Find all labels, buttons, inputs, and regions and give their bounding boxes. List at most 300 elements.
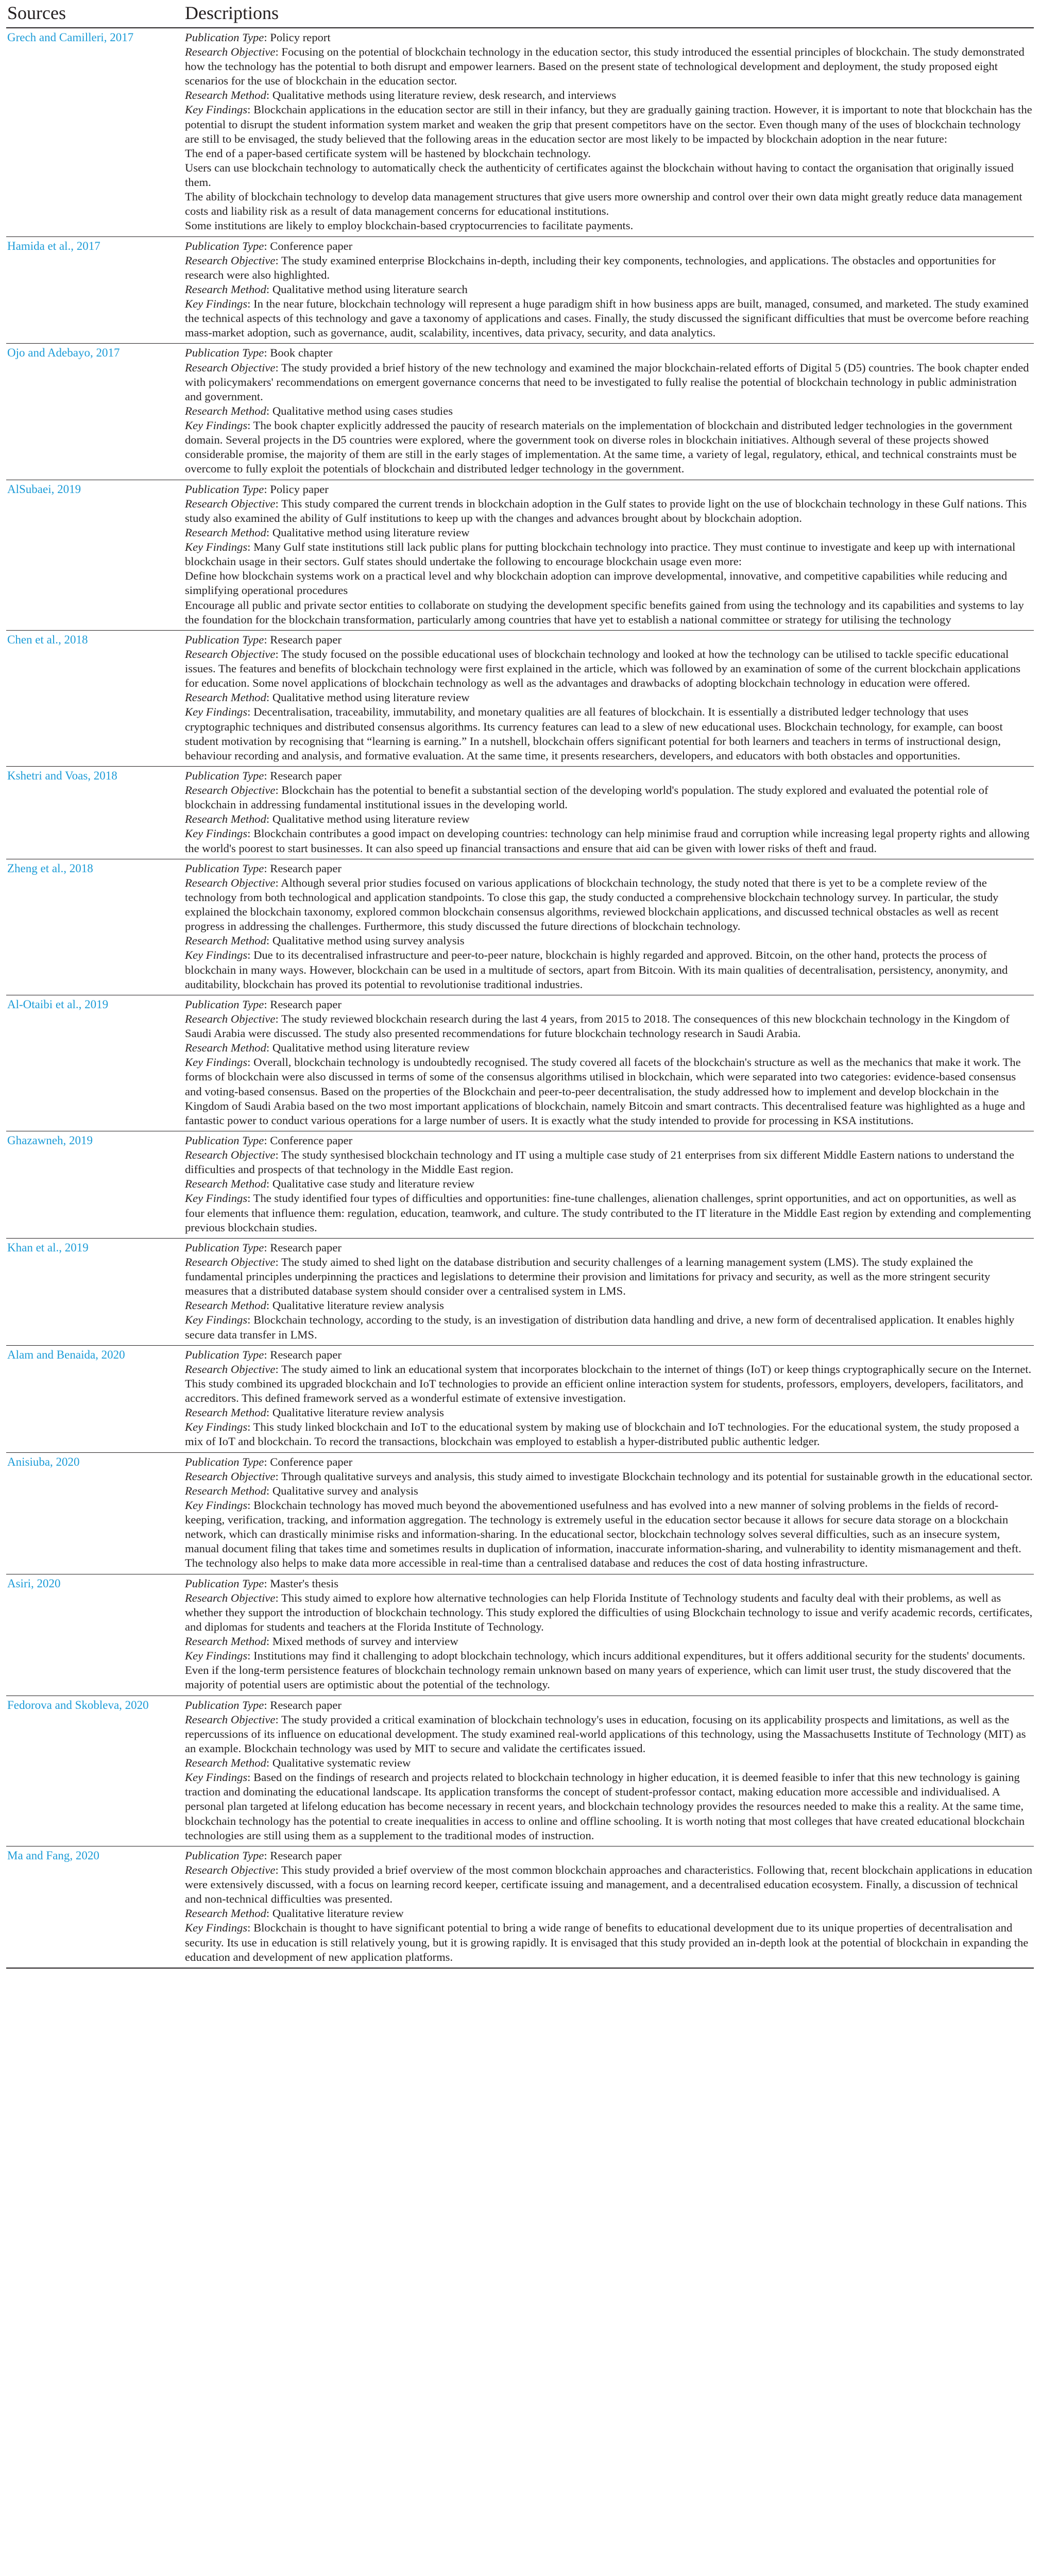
table-row <box>6 28 1034 236</box>
source-cell <box>6 28 184 236</box>
research-objective-text: Although several prior studies focused on various applications of blockchain technology, the study noted that there is yet to be a complete review of the technology from both technological and application standpoints. To close this gap, the study conducted a comprehensive blockchain technology survey. In particular, the study explained the blockchain taxonomy, explored common blockchain consensus algorithms, reviewed blockchain applications, and discussed technical obstacles as well as recent progress in addressing the challenges. Furthermore, this study discussed the future directions of blockchain technology. <box>185 876 999 933</box>
publication-type-text: Conference paper <box>270 1455 353 1468</box>
key-findings-line <box>185 1649 1034 1692</box>
publication-type-text: Research paper <box>270 997 342 1011</box>
key-findings-line <box>185 826 1034 855</box>
label-separator: : <box>266 691 272 704</box>
literature-table <box>6 0 1034 1969</box>
label-separator: : <box>264 30 270 44</box>
research-objective-text: The study synthesised blockchain technology and IT using a multiple case study of 21 enterprises from six different Middle Eastern nations to understand the difficulties and prospects of that technology in the Middle East region. <box>185 1148 1014 1176</box>
key-findings-text: Blockchain applications in the education sector are still in their infancy, but they are gradually gaining traction. However, it is important to note that blockchain has the potential to disrupt the student information system market and weaken the grip that present competitors have on the sector. Even though many of the uses of blockchain technology are still to be envisaged, the study believed that the following areas in the education sector are most likely to be impacted by blockchain adoption in the near future: <box>185 103 1032 145</box>
label-separator: : <box>247 1056 254 1069</box>
description-cell <box>184 1846 1034 1968</box>
label-separator: : <box>266 282 272 296</box>
key-findings-text: Blockchain technology has moved much beyond the abovementioned usefulness and has evolved into a new manner of solving problems in the fields of record-keeping, verification, tracking, and information aggregation. The technology is extremely useful in the education sector because it allows for secure data storage on a blockchain network, which can drastically minimise risks and information-sharing. In the educational sector, blockchain technology solves several difficulties, such as an insecure system, manual document filing that takes time and sometimes results in duplication of information, inaccurate information-sharing, and vulnerability to identity mismanagement and theft. The technology also helps to make data more accessible in real-time than a centralised database and reduces the cost of data hosting infrastructure. <box>185 1498 1021 1570</box>
table-row <box>6 859 1034 995</box>
label-separator: : <box>247 705 254 719</box>
publication-type-label: Publication Type <box>185 1577 264 1590</box>
key-findings-label: Key Findings <box>185 1498 248 1512</box>
key-findings-line <box>185 705 1034 763</box>
key-findings-text: Many Gulf state institutions still lack public plans for putting blockchain technology into practice. They must continue to investigate and keep up with international blockchain usage in their sectors. Gulf states should undertake the following to encourage blockchain usage even more: <box>185 540 1016 568</box>
label-separator: : <box>266 1907 272 1920</box>
description-cell <box>184 236 1034 344</box>
research-method-text: Qualitative methods using literature review, desk research, and interviews <box>272 89 617 102</box>
header-descriptions: Descriptions <box>184 0 1034 28</box>
source-link[interactable]: Grech and Camilleri, 2017 <box>7 30 134 44</box>
label-separator: : <box>266 1484 272 1497</box>
research-method-line <box>185 1634 1034 1649</box>
source-link[interactable]: Ojo and Adebayo, 2017 <box>7 346 120 360</box>
label-separator: : <box>247 827 254 840</box>
research-objective-text: The study provided a brief history of the new technology and examined the major blockchain-related efforts of Digital 5 (D5) countries. The book chapter ended with policymakers' recommendations on emergent governance concerns that need to be investigated to fully realise the potential of blockchain technology in public administration and government. <box>185 361 1029 403</box>
research-method-label: Research Method <box>185 1406 266 1419</box>
publication-type-text: Policy report <box>270 30 331 44</box>
finding-point: Define how blockchain systems work on a practical level and why blockchain adoption can improve developmental, innovative, and competitive capabilities while reducing and simplifying operational procedures <box>185 569 1008 597</box>
research-objective-label: Research Objective <box>185 647 276 660</box>
research-method-line <box>185 1756 1034 1770</box>
publication-type-line <box>185 861 1034 876</box>
label-separator: : <box>275 1469 281 1483</box>
key-findings-label: Key Findings <box>185 297 248 311</box>
label-separator: : <box>264 997 270 1011</box>
publication-type-line <box>185 239 1034 253</box>
research-objective-text: Blockchain has the potential to benefit a substantial section of the developing world's population. The study explored and evaluated the potential role of blockchain in addressing fundamental institutional issues in the developing world. <box>185 784 988 811</box>
research-method-text: Qualitative case study and literature review <box>272 1177 474 1191</box>
source-cell <box>6 236 184 344</box>
label-separator: : <box>264 633 270 646</box>
label-separator: : <box>266 1299 272 1312</box>
research-method-text: Qualitative method using survey analysis <box>272 934 465 947</box>
label-separator: : <box>275 253 281 267</box>
description-cell <box>184 630 1034 766</box>
key-findings-label: Key Findings <box>185 1921 248 1935</box>
source-link[interactable]: Fedorova and Skobleva, 2020 <box>7 1698 149 1711</box>
table-row <box>6 995 1034 1131</box>
key-findings-label: Key Findings <box>185 103 248 116</box>
finding-point: The ability of blockchain technology to develop data management structures that give users more ownership and control over their own data might greatly reduce data management costs and liability risk as a result of data management concerns for educational institutions. <box>185 190 1022 218</box>
description-cell <box>184 859 1034 995</box>
research-objective-text: This study compared the current trends in blockchain adoption in the Gulf states to provide light on the use of blockchain technology in these Gulf nations. This study also examined the ability of Gulf institutions to keep up with the changes and advances brought about by blockchain adoption. <box>185 497 1027 524</box>
source-cell <box>6 480 184 630</box>
description-cell <box>184 1696 1034 1846</box>
research-method-label: Research Method <box>185 1041 266 1055</box>
publication-type-line <box>185 633 1034 647</box>
research-method-label: Research Method <box>185 1635 266 1648</box>
research-objective-text: The study provided a critical examination of blockchain technology's uses in education, focusing on its applicability prospects and limitations, as well as the repercussions of its influence on educational development. The study examined real-world applications of this technology, using the Massachusetts Institute of Technology (MIT) as an example. Blockchain technology was used by MIT to secure and validate the certificates issued. <box>185 1713 1026 1755</box>
description-cell <box>184 480 1034 630</box>
source-cell <box>6 1238 184 1345</box>
publication-type-label: Publication Type <box>185 1455 264 1468</box>
label-separator: : <box>275 1591 281 1604</box>
label-separator: : <box>247 103 254 116</box>
research-objective-line <box>185 1012 1034 1041</box>
label-separator: : <box>264 1241 270 1254</box>
label-separator: : <box>266 934 272 947</box>
research-objective-label: Research Objective <box>185 1255 276 1268</box>
source-link[interactable]: Al-Otaibi et al., 2019 <box>7 997 109 1011</box>
source-link[interactable]: Alam and Benaida, 2020 <box>7 1348 125 1361</box>
publication-type-text: Research paper <box>270 1698 342 1711</box>
key-findings-line <box>185 297 1034 340</box>
research-objective-text: The study focused on the possible educational uses of blockchain technology and looked at how the technology can be utilised to tackle specific educational issues. The features and benefits of blockchain technology were first explained in the article, which was followed by an examination of some of the current blockchain applications for education. Some novel applications of blockchain technology as well as the advantages and drawbacks of adopting blockchain technology in education were offered. <box>185 647 1021 690</box>
publication-type-label: Publication Type <box>185 769 264 782</box>
research-method-text: Qualitative literature review analysis <box>272 1406 444 1419</box>
key-findings-label: Key Findings <box>185 1771 248 1784</box>
source-link[interactable]: Ghazawneh, 2019 <box>7 1133 93 1147</box>
key-findings-label: Key Findings <box>185 1649 248 1663</box>
table-row <box>6 480 1034 630</box>
research-objective-line <box>185 1863 1034 1906</box>
research-objective-line <box>185 253 1034 282</box>
research-method-label: Research Method <box>185 1907 266 1920</box>
label-separator: : <box>266 1177 272 1191</box>
research-method-line <box>185 934 1034 948</box>
label-separator: : <box>266 526 272 539</box>
label-separator: : <box>275 784 282 797</box>
table-header <box>6 0 1034 28</box>
source-link[interactable]: Hamida et al., 2017 <box>7 239 100 252</box>
key-findings-text: The study identified four types of difficulties and opportunities: fine-tune challenges, alienation challenges, sprint opportunities, and act on opportunities, as well as four elements that influence them: regulation, education, teamwork, and culture. The study contributed to the IT literature in the Middle East region by extending and complementing previous blockchain studies. <box>185 1192 1031 1234</box>
finding-point: Some institutions are likely to employ blockchain-based cryptocurrencies to facilitate payments. <box>185 219 634 232</box>
research-objective-text: The study aimed to shed light on the database distribution and security challenges of a learning management system (LMS). The study explained the fundamental principles underpinning the practices and legislations to determine their provision and limitations for privacy and security, as well as the more stringent security measures that a distributed database system should consider over a centralised system in LMS. <box>185 1255 991 1298</box>
key-findings-label: Key Findings <box>185 1192 248 1205</box>
research-method-label: Research Method <box>185 89 266 102</box>
source-cell <box>6 859 184 995</box>
table-row <box>6 1846 1034 1968</box>
key-findings-line <box>185 1921 1034 1964</box>
research-method-text: Qualitative literature review <box>272 1907 404 1920</box>
publication-type-text: Research paper <box>270 1241 342 1254</box>
source-cell <box>6 1846 184 1968</box>
table-row <box>6 1696 1034 1846</box>
source-cell <box>6 1345 184 1452</box>
research-objective-line <box>185 1591 1034 1634</box>
description-cell <box>184 344 1034 480</box>
description-cell <box>184 1238 1034 1345</box>
label-separator: : <box>247 948 254 962</box>
publication-type-text: Master's thesis <box>270 1577 338 1590</box>
publication-type-text: Research paper <box>270 861 342 875</box>
research-method-line <box>185 690 1034 705</box>
publication-type-label: Publication Type <box>185 1849 264 1862</box>
description-cell <box>184 1345 1034 1452</box>
source-link[interactable]: Zheng et al., 2018 <box>7 861 93 875</box>
research-objective-text: This study provided a brief overview of the most common blockchain approaches and characteristics. Following that, recent blockchain applications in education were extensively discussed, with a focus on learning record keeper, certificate issuing and management, and a decentralised education ecosystem. Finally, a discussion of technical and non-technical difficulties was presented. <box>185 1863 1033 1906</box>
label-separator: : <box>266 404 272 417</box>
publication-type-line <box>185 769 1034 783</box>
research-objective-label: Research Objective <box>185 1591 276 1604</box>
table-row <box>6 1345 1034 1452</box>
label-separator: : <box>247 1192 253 1205</box>
label-separator: : <box>275 1713 281 1726</box>
label-separator: : <box>275 1255 281 1268</box>
finding-point: Users can use blockchain technology to automatically check the authenticity of certificates against the blockchain without having to contact the organisation that originally issued them. <box>185 161 1014 189</box>
label-separator: : <box>275 45 282 58</box>
label-separator: : <box>275 497 281 510</box>
label-separator: : <box>266 1635 272 1648</box>
research-objective-label: Research Objective <box>185 1362 276 1376</box>
source-cell <box>6 344 184 480</box>
research-method-label: Research Method <box>185 526 266 539</box>
research-objective-line <box>185 361 1034 404</box>
source-cell <box>6 1131 184 1238</box>
label-separator: : <box>264 239 270 252</box>
research-objective-label: Research Objective <box>185 361 276 374</box>
key-findings-label: Key Findings <box>185 948 248 962</box>
research-method-line <box>185 1041 1034 1055</box>
publication-type-line <box>185 1849 1034 1863</box>
research-objective-text: The study reviewed blockchain research during the last 4 years, from 2015 to 2018. The consequences of this new blockchain technology in the Kingdom of Saudi Arabia were discussed. The study also presented recommendations for future blockchain technology research in Saudi Arabia. <box>185 1012 1010 1040</box>
research-method-text: Qualitative method using literature search <box>272 282 468 296</box>
publication-type-line <box>185 30 1034 45</box>
label-separator: : <box>264 1698 270 1711</box>
key-findings-text: Overall, blockchain technology is undoubtedly recognised. The study covered all facets of the blockchain's structure as well as the mechanics that make it work. The forms of blockchain were also discussed in terms of some of the consensus algorithms utilised in blockchain, which were separated into two categories: evidence-based consensus and voting-based consensus. Based on the properties of the Blockchain and peer-to-peer decentralisation, the study addressed how to implement and develop blockchain in the Kingdom of Saudi Arabia based on the two most important applications of blockchain, namely Bitcoin and smart contracts. This decentralised feature was highlighted as a huge and fantastic power to conduct various operations for a large number of users. It is exactly what the study intended to provide for processing in KSA institutions. <box>185 1056 1025 1127</box>
table-row <box>6 1131 1034 1238</box>
key-findings-label: Key Findings <box>185 540 248 554</box>
publication-type-line <box>185 1241 1034 1255</box>
key-findings-text: This study linked blockchain and IoT to the educational system by making use of blockchain and IoT technologies. For the educational system, the study proposed a mix of IoT and blockchain. To record the transactions, blockchain was employed to establish a hyper-distributed public authentic ledger. <box>185 1420 1019 1448</box>
header-sources: Sources <box>6 0 184 28</box>
publication-type-line <box>185 482 1034 497</box>
research-method-label: Research Method <box>185 934 266 947</box>
publication-type-line <box>185 997 1034 1012</box>
research-method-line <box>185 282 1034 297</box>
research-method-text: Qualitative method using cases studies <box>272 404 453 417</box>
research-objective-label: Research Objective <box>185 1012 276 1025</box>
key-findings-line <box>185 418 1034 477</box>
key-findings-line <box>185 1055 1034 1128</box>
table-row <box>6 236 1034 344</box>
research-method-text: Qualitative method using literature review <box>272 1041 470 1055</box>
publication-type-line <box>185 1455 1034 1469</box>
description-cell <box>184 1131 1034 1238</box>
research-objective-label: Research Objective <box>185 253 276 267</box>
publication-type-label: Publication Type <box>185 1241 264 1254</box>
publication-type-text: Book chapter <box>270 346 333 360</box>
label-separator: : <box>264 1455 270 1468</box>
research-objective-line <box>185 1255 1034 1298</box>
key-findings-line <box>185 948 1034 991</box>
research-method-label: Research Method <box>185 1299 266 1312</box>
key-findings-text: Blockchain technology, according to the study, is an investigation of distribution data handling and drive, a new form of decentralised application. It enables highly secure data transfer in LMS. <box>185 1313 1015 1341</box>
label-separator: : <box>247 540 254 554</box>
description-cell <box>184 1574 1034 1696</box>
research-method-text: Qualitative method using literature review <box>272 526 470 539</box>
label-separator: : <box>266 1041 272 1055</box>
publication-type-label: Publication Type <box>185 997 264 1011</box>
source-link[interactable]: Anisiuba, 2020 <box>7 1455 80 1468</box>
research-method-text: Qualitative systematic review <box>272 1756 411 1770</box>
research-method-line <box>185 1177 1034 1191</box>
publication-type-label: Publication Type <box>185 30 264 44</box>
label-separator: : <box>264 1348 270 1361</box>
publication-type-text: Research paper <box>270 769 342 782</box>
label-separator: : <box>247 1771 254 1784</box>
key-findings-label: Key Findings <box>185 705 248 719</box>
publication-type-text: Research paper <box>270 1348 342 1361</box>
research-objective-line <box>185 497 1034 526</box>
publication-type-line <box>185 1348 1034 1362</box>
label-separator: : <box>247 1420 253 1434</box>
research-method-line <box>185 812 1034 826</box>
label-separator: : <box>275 1863 281 1876</box>
key-findings-line <box>185 1420 1034 1449</box>
research-objective-line <box>185 1362 1034 1405</box>
label-separator: : <box>275 1012 281 1025</box>
table-row <box>6 630 1034 766</box>
research-method-line <box>185 1298 1034 1313</box>
research-objective-label: Research Objective <box>185 1713 276 1726</box>
label-separator: : <box>247 1313 254 1327</box>
key-findings-text: Due to its decentralised infrastructure and peer-to-peer nature, blockchain is highly regarded and approved. Bitcoin, on the other hand, protects the process of blockchain in many ways. However, blockchain can be used in a multitude of sectors, apart from Bitcoin. With its main qualities of decentralisation, persistency, anonymity, and auditability, blockchain has proved its potential to revolutionise traditional industries. <box>185 948 1008 991</box>
research-method-line <box>185 404 1034 418</box>
label-separator: : <box>266 1406 272 1419</box>
research-method-label: Research Method <box>185 1177 266 1191</box>
publication-type-label: Publication Type <box>185 633 264 646</box>
label-separator: : <box>275 647 281 660</box>
label-separator: : <box>264 1577 270 1590</box>
research-method-line <box>185 88 1034 103</box>
source-cell <box>6 766 184 859</box>
label-separator: : <box>264 1133 270 1147</box>
key-findings-line <box>185 540 1034 569</box>
research-method-line <box>185 1405 1034 1420</box>
source-link[interactable]: Khan et al., 2019 <box>7 1241 89 1254</box>
research-objective-text: Through qualitative surveys and analysis, this study aimed to investigate Blockchain technology and its potential for sustainable growth in the educational sector. <box>281 1469 1033 1483</box>
label-separator: : <box>275 1362 281 1376</box>
research-objective-line <box>185 1713 1034 1756</box>
publication-type-label: Publication Type <box>185 239 264 252</box>
label-separator: : <box>264 1849 270 1862</box>
research-method-label: Research Method <box>185 812 266 826</box>
research-objective-text: The study aimed to link an educational system that incorporates blockchain to the internet of things (IoT) or keep things cryptographically secure on the Internet. This study combined its upgraded blockchain and IoT technologies to provide an efficient online interaction system for students, professors, employers, developers, facilitators, and accreditors. This defined framework served as a wonderful estimate of extensive investigation. <box>185 1362 1032 1405</box>
description-cell <box>184 766 1034 859</box>
research-objective-line <box>185 45 1034 88</box>
research-method-text: Qualitative survey and analysis <box>272 1484 418 1497</box>
source-cell <box>6 1696 184 1846</box>
label-separator: : <box>264 482 270 496</box>
source-cell <box>6 630 184 766</box>
label-separator: : <box>247 419 253 432</box>
label-separator: : <box>264 769 270 782</box>
label-separator: : <box>266 89 272 102</box>
research-objective-label: Research Objective <box>185 45 276 58</box>
table-row <box>6 1574 1034 1696</box>
key-findings-text: In the near future, blockchain technology will represent a huge paradigm shift in how business apps are built, managed, consumed, and marketed. The study examined the technical aspects of this technology and gave a taxonomy of applications and cases. Finally, the study discussed the significant difficulties that must be overcome before reaching mass-market adoption, such as governance, audit, scalability, incentives, data privacy, security, and data analytics. <box>185 297 1029 340</box>
table-row <box>6 1238 1034 1345</box>
table-row <box>6 766 1034 859</box>
research-method-line <box>185 1906 1034 1921</box>
publication-type-label: Publication Type <box>185 1133 264 1147</box>
finding-point: The end of a paper-based certificate system will be hastened by blockchain technology. <box>185 146 591 160</box>
research-objective-label: Research Objective <box>185 1863 276 1876</box>
research-objective-label: Research Objective <box>185 497 276 510</box>
label-separator: : <box>275 876 281 889</box>
source-link[interactable]: Asiri, 2020 <box>7 1577 61 1590</box>
label-separator: : <box>266 1756 272 1770</box>
research-method-label: Research Method <box>185 1756 266 1770</box>
publication-type-label: Publication Type <box>185 1698 264 1711</box>
research-objective-label: Research Objective <box>185 784 276 797</box>
research-method-text: Qualitative literature review analysis <box>272 1299 444 1312</box>
publication-type-text: Conference paper <box>270 1133 353 1147</box>
research-method-text: Qualitative method using literature review <box>272 691 470 704</box>
label-separator: : <box>247 1921 254 1935</box>
publication-type-text: Research paper <box>270 1849 342 1862</box>
key-findings-label: Key Findings <box>185 1056 248 1069</box>
key-findings-text: Blockchain is thought to have significant potential to bring a wide range of benefits to educational development due to its unique properties of decentralisation and security. Its use in education is still relatively young, but it is growing rapidly. It is envisaged that this study provided an in-depth look at the potential of blockchain in expanding the education and development of new application platforms. <box>185 1921 1029 1963</box>
research-method-line <box>185 1484 1034 1498</box>
source-link[interactable]: Kshetri and Voas, 2018 <box>7 769 117 782</box>
finding-point: Encourage all public and private sector entities to collaborate on studying the development specific benefits gained from using the technology and its capabilities and systems to lay the foundation for the blockchain transformation, particularly among countries that have yet to establish a national committee or strategy for utilising the technology <box>185 598 1024 626</box>
key-findings-label: Key Findings <box>185 827 248 840</box>
research-method-label: Research Method <box>185 282 266 296</box>
research-method-label: Research Method <box>185 691 266 704</box>
label-separator: : <box>266 812 272 826</box>
research-objective-label: Research Objective <box>185 876 276 889</box>
publication-type-line <box>185 346 1034 360</box>
publication-type-label: Publication Type <box>185 346 264 360</box>
key-findings-line <box>185 1498 1034 1571</box>
source-link[interactable]: Ma and Fang, 2020 <box>7 1849 99 1862</box>
research-objective-label: Research Objective <box>185 1469 276 1483</box>
publication-type-line <box>185 1577 1034 1591</box>
publication-type-line <box>185 1133 1034 1148</box>
key-findings-label: Key Findings <box>185 419 248 432</box>
publication-type-text: Research paper <box>270 633 342 646</box>
key-findings-line <box>185 1313 1034 1342</box>
publication-type-text: Conference paper <box>270 239 353 252</box>
key-findings-line <box>185 1770 1034 1843</box>
research-method-text: Qualitative method using literature review <box>272 812 470 826</box>
label-separator: : <box>275 1148 281 1162</box>
source-link[interactable]: AlSubaei, 2019 <box>7 482 81 496</box>
table-row <box>6 344 1034 480</box>
label-separator: : <box>275 361 281 374</box>
research-objective-line <box>185 876 1034 934</box>
publication-type-label: Publication Type <box>185 861 264 875</box>
source-cell <box>6 995 184 1131</box>
research-objective-label: Research Objective <box>185 1148 276 1162</box>
key-findings-text: The book chapter explicitly addressed the paucity of research materials on the implementation of blockchain and distributed ledger technologies in the government domain. Several projects in the D5 countries were explored, where the government took on diverse roles in blockchain initiatives. Although several of these projects showed considerable promise, the majority of them are still in the early stages of implementation. At the same time, a variety of legal, regulatory, ethical, and technical constraints must be overcome to fully exploit the potentials of blockchain and distributed ledger technology in the government. <box>185 419 1017 476</box>
label-separator: : <box>264 861 270 875</box>
key-findings-text: Based on the findings of research and projects related to blockchain technology in higher education, it is deemed feasible to infer that this new technology is gaining traction and dominating the educational landscape. Its application transforms the concept of student-professor contact, making education more accessible and individualised. A personal plan targeted at lifelong education has become necessary in recent years, and blockchain technology provides the resources needed to make this a reality. At the same time, blockchain technology has the potential to create inequalities in access to online and offline schooling. It is worth noting that most colleges that have created educational blockchain technologies are still using them as a supplement to the traditional modes of instruction. <box>185 1771 1025 1842</box>
key-findings-text: Decentralisation, traceability, immutability, and monetary qualities are all features of blockchain. It is essentially a distributed ledger technology that uses cryptographic techniques and distributed consensus algorithms. Its currency features can lead to a slew of new educational uses. Blockchain technology, for example, can boost student motivation by recognising that “learning is earning.” In a nutshell, blockchain offers significant potential for both learners and teachers in terms of instructional design, behaviour recording and analysis, and formative evaluation. At the same time, it presents researchers, developers, and educators with both obstacles and opportunities. <box>185 705 1003 762</box>
source-cell <box>6 1574 184 1696</box>
key-findings-line <box>185 103 1034 146</box>
key-findings-text: Institutions may find it challenging to adopt blockchain technology, which incurs additional expenditures, but it offers additional security for the students' documents. Even if the long-term persistence features of blockchain technology remain unknown based on many years of experience, which can limit user trust, the study discovered that the majority of potential users are optimistic about the potential of the technology. <box>185 1649 1026 1691</box>
source-cell <box>6 1452 184 1574</box>
label-separator: : <box>264 346 270 360</box>
description-cell <box>184 995 1034 1131</box>
research-method-label: Research Method <box>185 1484 266 1497</box>
research-objective-text: This study aimed to explore how alternative technologies can help Florida Institute of Technology students and faculty deal with their problems, as well as whether they support the introduction of blockchain technology. This study explored the difficulties of using Blockchain technology to issue and verify academic records, certificates, and diplomas for students and teachers at the Florida Institute of Technology. <box>185 1591 1033 1633</box>
publication-type-label: Publication Type <box>185 1348 264 1361</box>
label-separator: : <box>247 1498 254 1512</box>
research-method-text: Mixed methods of survey and interview <box>272 1635 458 1648</box>
source-link[interactable]: Chen et al., 2018 <box>7 633 88 646</box>
research-objective-line <box>185 1148 1034 1177</box>
research-objective-line <box>185 647 1034 690</box>
description-cell <box>184 1452 1034 1574</box>
table-body <box>6 28 1034 1968</box>
key-findings-line <box>185 1191 1034 1234</box>
research-objective-text: Focusing on the potential of blockchain technology in the education sector, this study introduced the essential principles of blockchain. The study demonstrated how the technology has the potential to both disrupt and empower learners. Based on the present state of technological development and deployment, the study proposed eight scenarios for the use of blockchain in the education sector. <box>185 45 1025 88</box>
table-row <box>6 1452 1034 1574</box>
research-method-label: Research Method <box>185 404 266 417</box>
label-separator: : <box>247 1649 254 1663</box>
description-cell <box>184 28 1034 236</box>
